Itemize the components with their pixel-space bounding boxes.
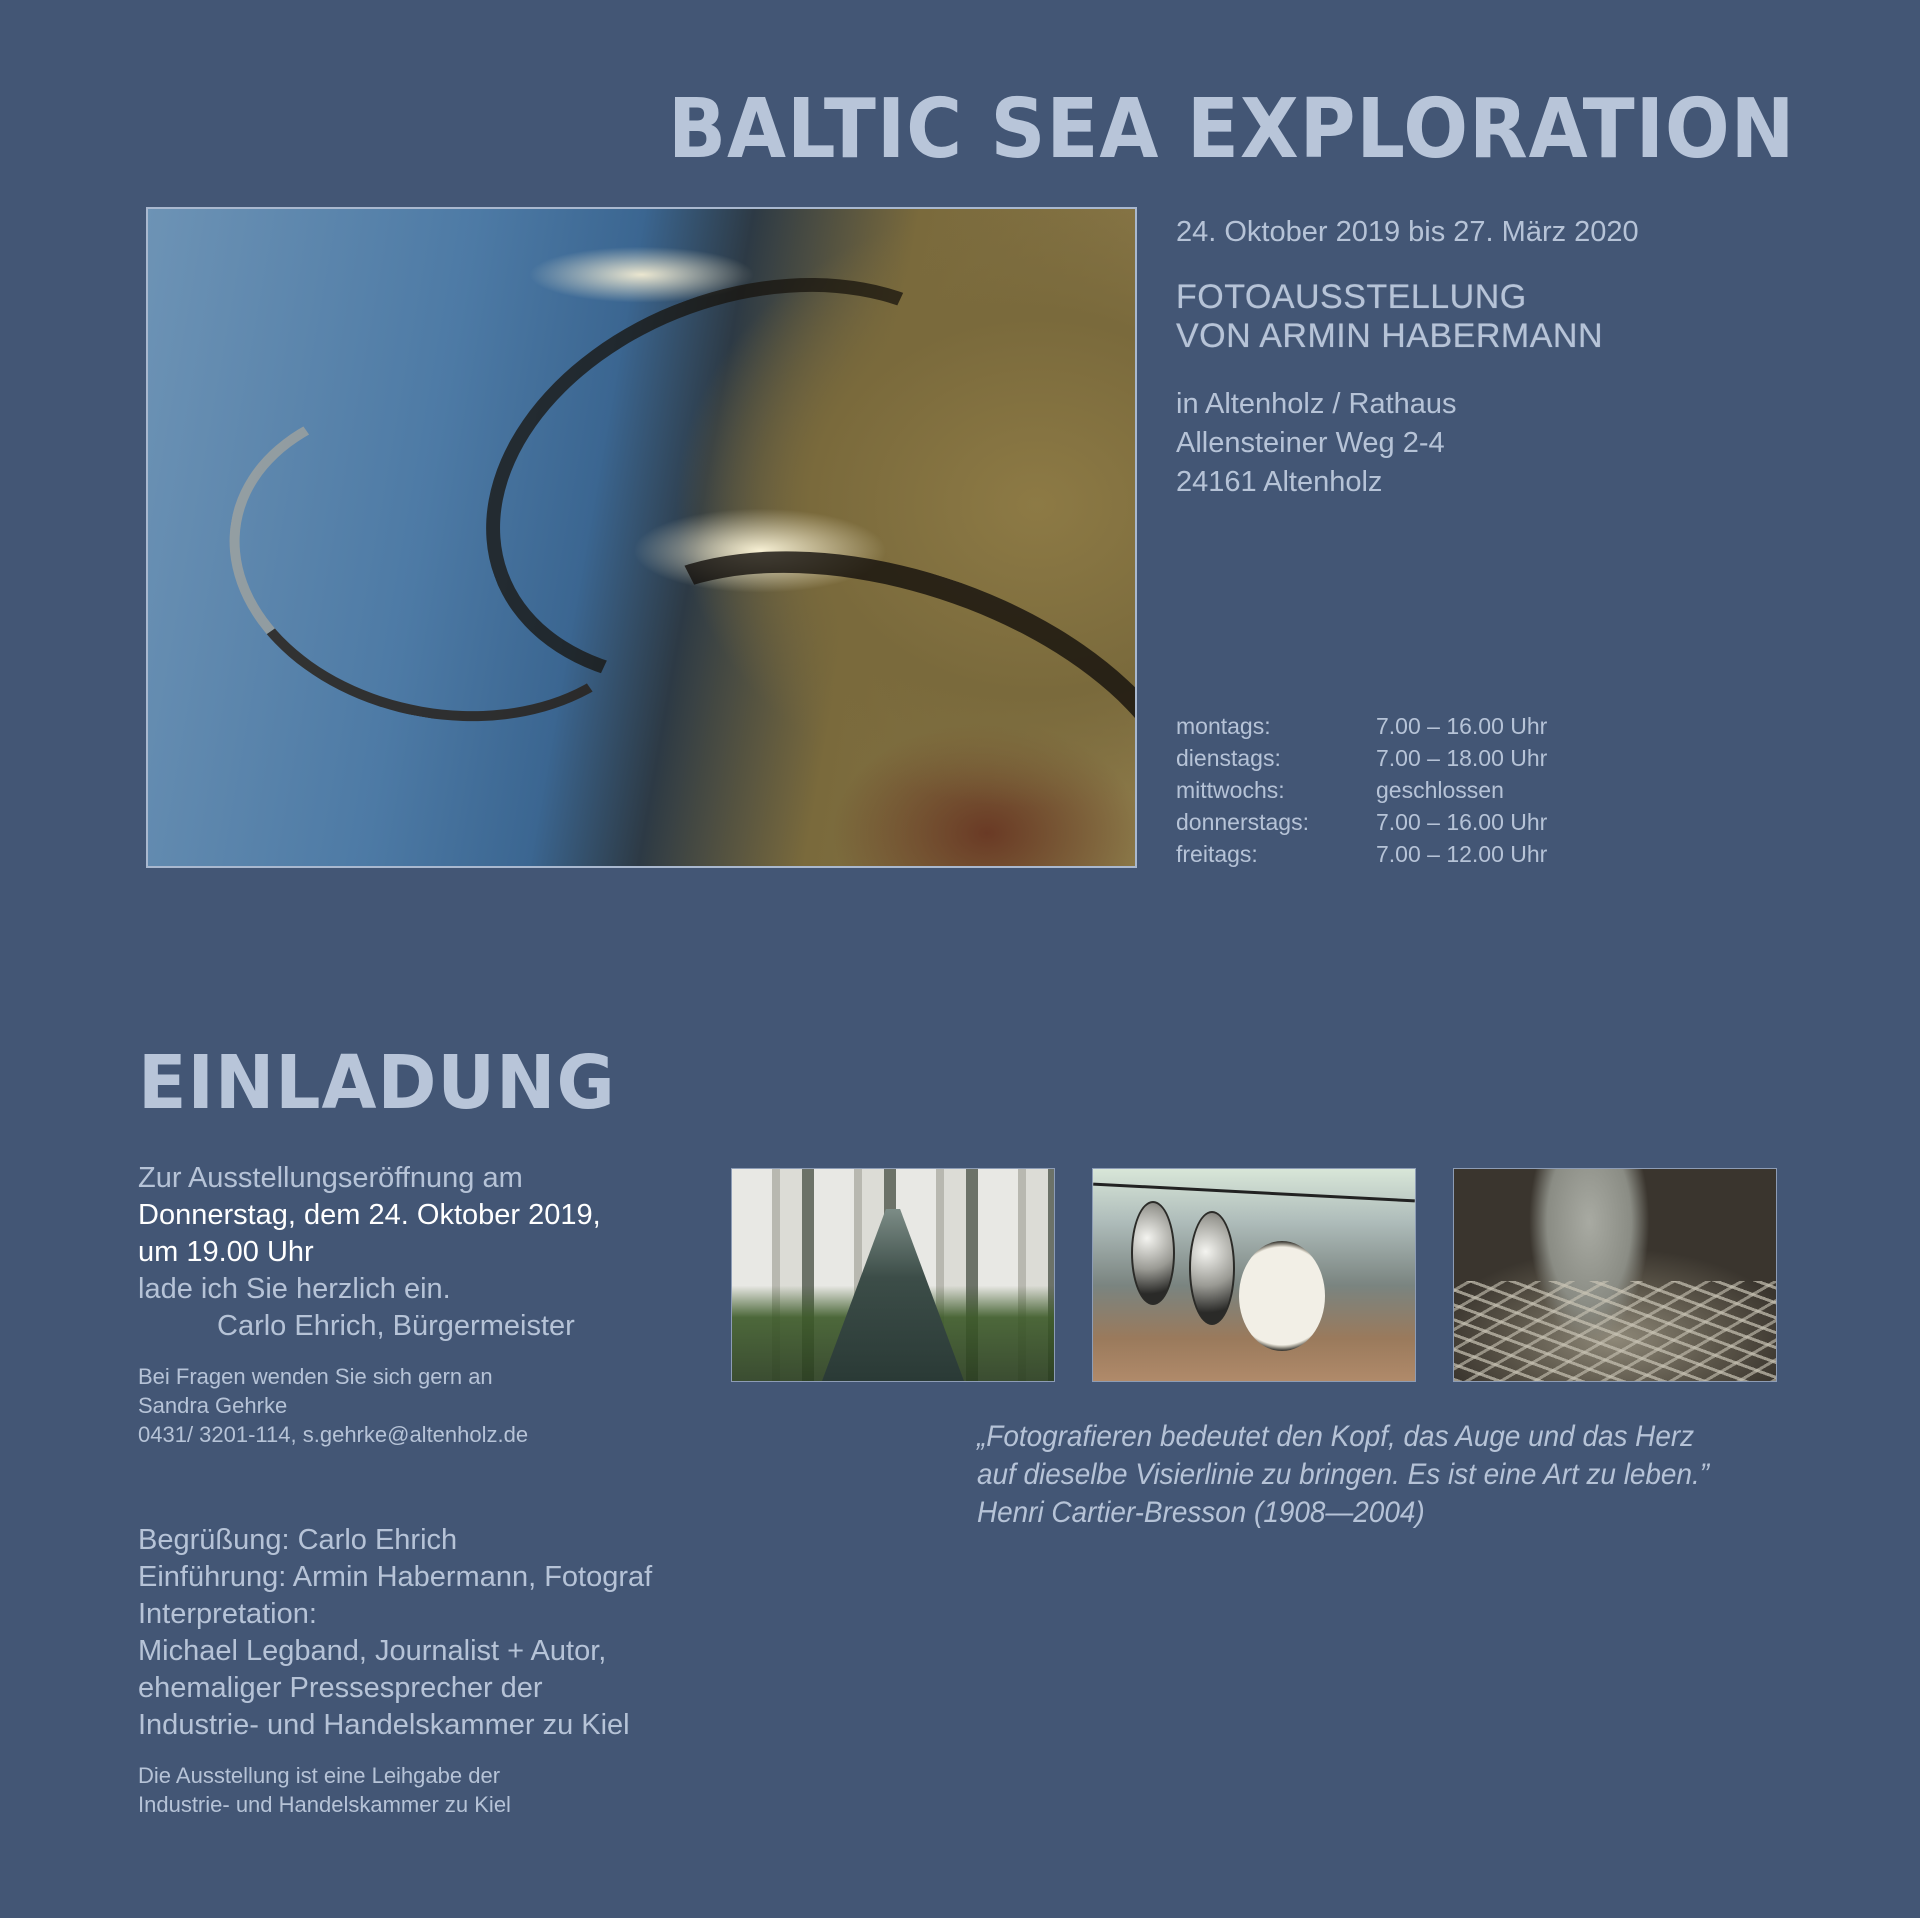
hours-row: [1176, 838, 1547, 870]
program-line: Industrie- und Handelskammer zu Kiel: [138, 1709, 630, 1741]
hours-time: 7.00 – 16.00 Uhr: [1376, 809, 1548, 835]
program-line: ehemaliger Pressesprecher der: [138, 1672, 543, 1704]
invitation-date: Donnerstag, dem 24. Oktober 2019,: [138, 1199, 601, 1231]
quote-line: auf dieselbe Visierlinie zu bringen. Es ist eine Art zu leben.”: [977, 1458, 1710, 1491]
invitation-line: Zur Ausstellungseröffnung am: [138, 1162, 523, 1194]
exhibition-date-range: 24. Oktober 2019 bis 27. März 2020: [1176, 216, 1639, 248]
thumbnail-pocket-watches: [1092, 1168, 1416, 1382]
hours-row: [1176, 710, 1547, 742]
event-program: [138, 1522, 652, 1744]
invitation-time: um 19.00 Uhr: [138, 1236, 314, 1268]
loan-line: Industrie- und Handelskammer zu Kiel: [138, 1792, 511, 1817]
opening-hours-table: [1176, 710, 1547, 870]
quote-block: [977, 1418, 1709, 1532]
invitation-signature: Carlo Ehrich, Bürgermeister: [217, 1310, 575, 1342]
program-line: Interpretation:: [138, 1598, 317, 1630]
hours-time: 7.00 – 12.00 Uhr: [1376, 841, 1548, 867]
pocket-watch-face: [1239, 1241, 1325, 1351]
pocket-watch: [1189, 1211, 1235, 1325]
hours-time: 7.00 – 18.00 Uhr: [1376, 745, 1548, 771]
address-line: 24161 Altenholz: [1176, 466, 1383, 498]
hours-day: montags:: [1176, 713, 1271, 739]
program-line: Michael Legband, Journalist + Autor,: [138, 1635, 607, 1667]
contact-line: Bei Fragen wenden Sie sich gern an: [138, 1364, 493, 1389]
exhibition-subtitle: [1176, 278, 1603, 356]
watch-wire: [1093, 1183, 1415, 1203]
subtitle-line: FOTOAUSSTELLUNG: [1176, 278, 1527, 316]
thumbnail-pier-pillars: [731, 1168, 1055, 1382]
tree-roots: [1454, 1281, 1776, 1381]
hours-time: geschlossen: [1376, 777, 1504, 803]
invitation-line: lade ich Sie herzlich ein.: [138, 1273, 451, 1305]
hours-row: [1176, 774, 1547, 806]
program-line: Begrüßung: Carlo Ehrich: [138, 1524, 458, 1556]
main-photo-water-reflection: [146, 207, 1137, 868]
hours-row: [1176, 742, 1547, 774]
exhibition-address: [1176, 385, 1457, 502]
contact-info: [138, 1362, 528, 1449]
hours-time: 7.00 – 16.00 Uhr: [1376, 713, 1548, 739]
quote-author: Henri Cartier-Bresson (1908—2004): [977, 1496, 1425, 1529]
hours-day: donnerstags:: [1176, 809, 1309, 835]
contact-name: Sandra Gehrke: [138, 1393, 288, 1418]
pier-water: [822, 1209, 964, 1381]
invitation-text: [138, 1160, 601, 1345]
loan-note: [138, 1761, 511, 1819]
loan-line: Die Ausstellung ist eine Leihgabe der: [138, 1763, 501, 1788]
program-line: Einführung: Armin Habermann, Fotograf: [138, 1561, 653, 1593]
address-line: in Altenholz / Rathaus: [1176, 388, 1457, 420]
hours-row: [1176, 806, 1547, 838]
contact-phone-email: 0431/ 3201-114, s.gehrke@altenholz.de: [138, 1422, 529, 1447]
pocket-watch: [1131, 1201, 1175, 1305]
thumbnail-tree-roots: [1453, 1168, 1777, 1382]
page-title: BALTIC SEA EXPLORATION: [668, 82, 1796, 177]
invitation-heading: EINLADUNG: [138, 1040, 616, 1126]
quote-line: „Fotografieren bedeutet den Kopf, das Auge und das Herz: [977, 1420, 1695, 1453]
hours-day: freitags:: [1176, 841, 1258, 867]
hours-day: dienstags:: [1176, 745, 1281, 771]
subtitle-line: VON ARMIN HABERMANN: [1176, 317, 1603, 355]
hours-day: mittwochs:: [1176, 777, 1285, 803]
address-line: Allensteiner Weg 2-4: [1176, 427, 1445, 459]
